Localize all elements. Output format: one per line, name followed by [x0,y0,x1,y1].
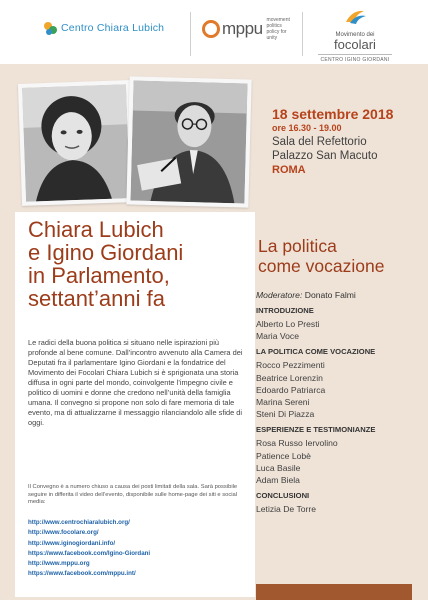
centro-chiara-lubich-logo [44,20,164,36]
links-list [28,518,150,580]
ccl-dots-icon [44,20,58,36]
sub-title [258,236,418,276]
footer-bar [256,584,412,600]
speaker-name: Luca Basile [256,462,301,473]
moderator-name: Donato Falmi [304,290,356,300]
speaker-name: Alberto Lo Presti [256,319,320,329]
mppu-tagline: movement politics policy for unity [266,17,290,41]
photo-igino-giordani [126,76,251,207]
section-heading: LA POLITICA COME VOCAZIONE [256,347,376,357]
speaker-name: Letizia De Torre [256,504,317,515]
focolari-logo [318,8,392,63]
speaker-name: Steni Di Piazza [256,409,315,420]
link-facebook-igino-giordani[interactable]: https://www.facebook.com/Igino-Giordani [28,549,151,557]
sub-title-line1: La politica [258,236,337,256]
speaker-name: Rocco Pezzimenti [256,360,325,371]
main-title-line1: Chiara Lubich [28,217,164,242]
event-venue-line1: Sala del Refettorio [272,136,367,148]
main-title [28,218,248,310]
event-info [272,106,393,176]
main-title-line3: in Parlamento, [28,263,170,288]
event-time: ore 16.30 - 19.00 [272,123,342,133]
link-centrochiaralubich[interactable]: http://www.centrochiaralubich.org/ [28,519,130,526]
mppu-logo [202,17,295,41]
moderator [256,290,416,300]
link-iginogiordani[interactable]: http://www.iginogiordani.info/ [28,539,116,547]
historic-photos [12,78,252,208]
section-heading: ESPERIENZE E TESTIMONIANZE [256,425,376,435]
link-mppu[interactable]: http://www.mppu.org [28,560,90,568]
section-heading: INTRODUZIONE [256,306,314,315]
mppu-wordmark: mppu [222,19,263,38]
main-title-line2: e Igino Giordani [28,240,184,265]
portrait-man-image [130,81,247,204]
event-venue-line2: Palazzo San Macuto [272,150,378,162]
sub-title-line2: come vocazione [258,256,385,276]
section-heading: CONCLUSIONI [256,491,310,501]
event-date: 18 settembre 2018 [272,106,394,122]
speaker-name: Patience Lobè [256,450,311,461]
speaker-name: Adam Biela [256,475,300,486]
mppu-circle-icon [202,20,220,38]
focolari-line3: CENTRO IGINO GIORDANI [318,54,392,63]
focolari-line1: Movimento dei [335,32,375,38]
speaker-name: Beatrice Lorenzin [256,372,323,383]
main-title-line4: settant’anni fa [28,286,165,311]
focolari-bird-icon [342,8,368,26]
photo-chiara-lubich [18,80,134,206]
portrait-woman-image [22,84,130,202]
link-focolare[interactable]: http://www.focolare.org/ [28,529,99,537]
speaker-name: Rosa Russo Iervolino [256,438,338,449]
moderator-label: Moderatore: [256,290,303,300]
ccl-wordmark: Centro Chiara Lubich [61,22,165,34]
event-city: ROMA [272,164,306,176]
focolari-line2: focolari [334,37,376,52]
speaker-name: Maria Voce [256,331,299,342]
speaker-name: Edoardo Patriarca [256,384,326,395]
speaker-name: Marina Sereni [256,397,310,408]
logo-divider [190,12,191,56]
attendance-note: Il Convegno è a numero chiuso a causa dei posti limitati della sala. Sarà possibile seguire in differita il video dell’evento, disponibile sulle home-page dei siti e social media: [28,484,238,506]
logo-divider [302,12,303,56]
event-venue [272,135,393,163]
link-facebook-mppu[interactable]: https://www.facebook.com/mppu.int/ [28,570,136,578]
program [256,290,416,515]
body-paragraph: Le radici della buona politica si situano nelle ispirazioni più profonde al bene comune. Dall’incontro avvenuto alla Camera dei Deputati fra il parlamentare Igino Giordani e la fondatrice del Movimento dei Focolari Chiara Lubich si è sprigionata una storia diffusa in ogni parte del mondo, coinvolgente l’impegno civile e politico di uomini e donne che credono nell’unità della famiglia umana. Il convegno si propone non solo di fare memoria di tale evento, ma di attualizzarne il messaggio rilanciandolo alle sfide di oggi. [28,338,243,427]
